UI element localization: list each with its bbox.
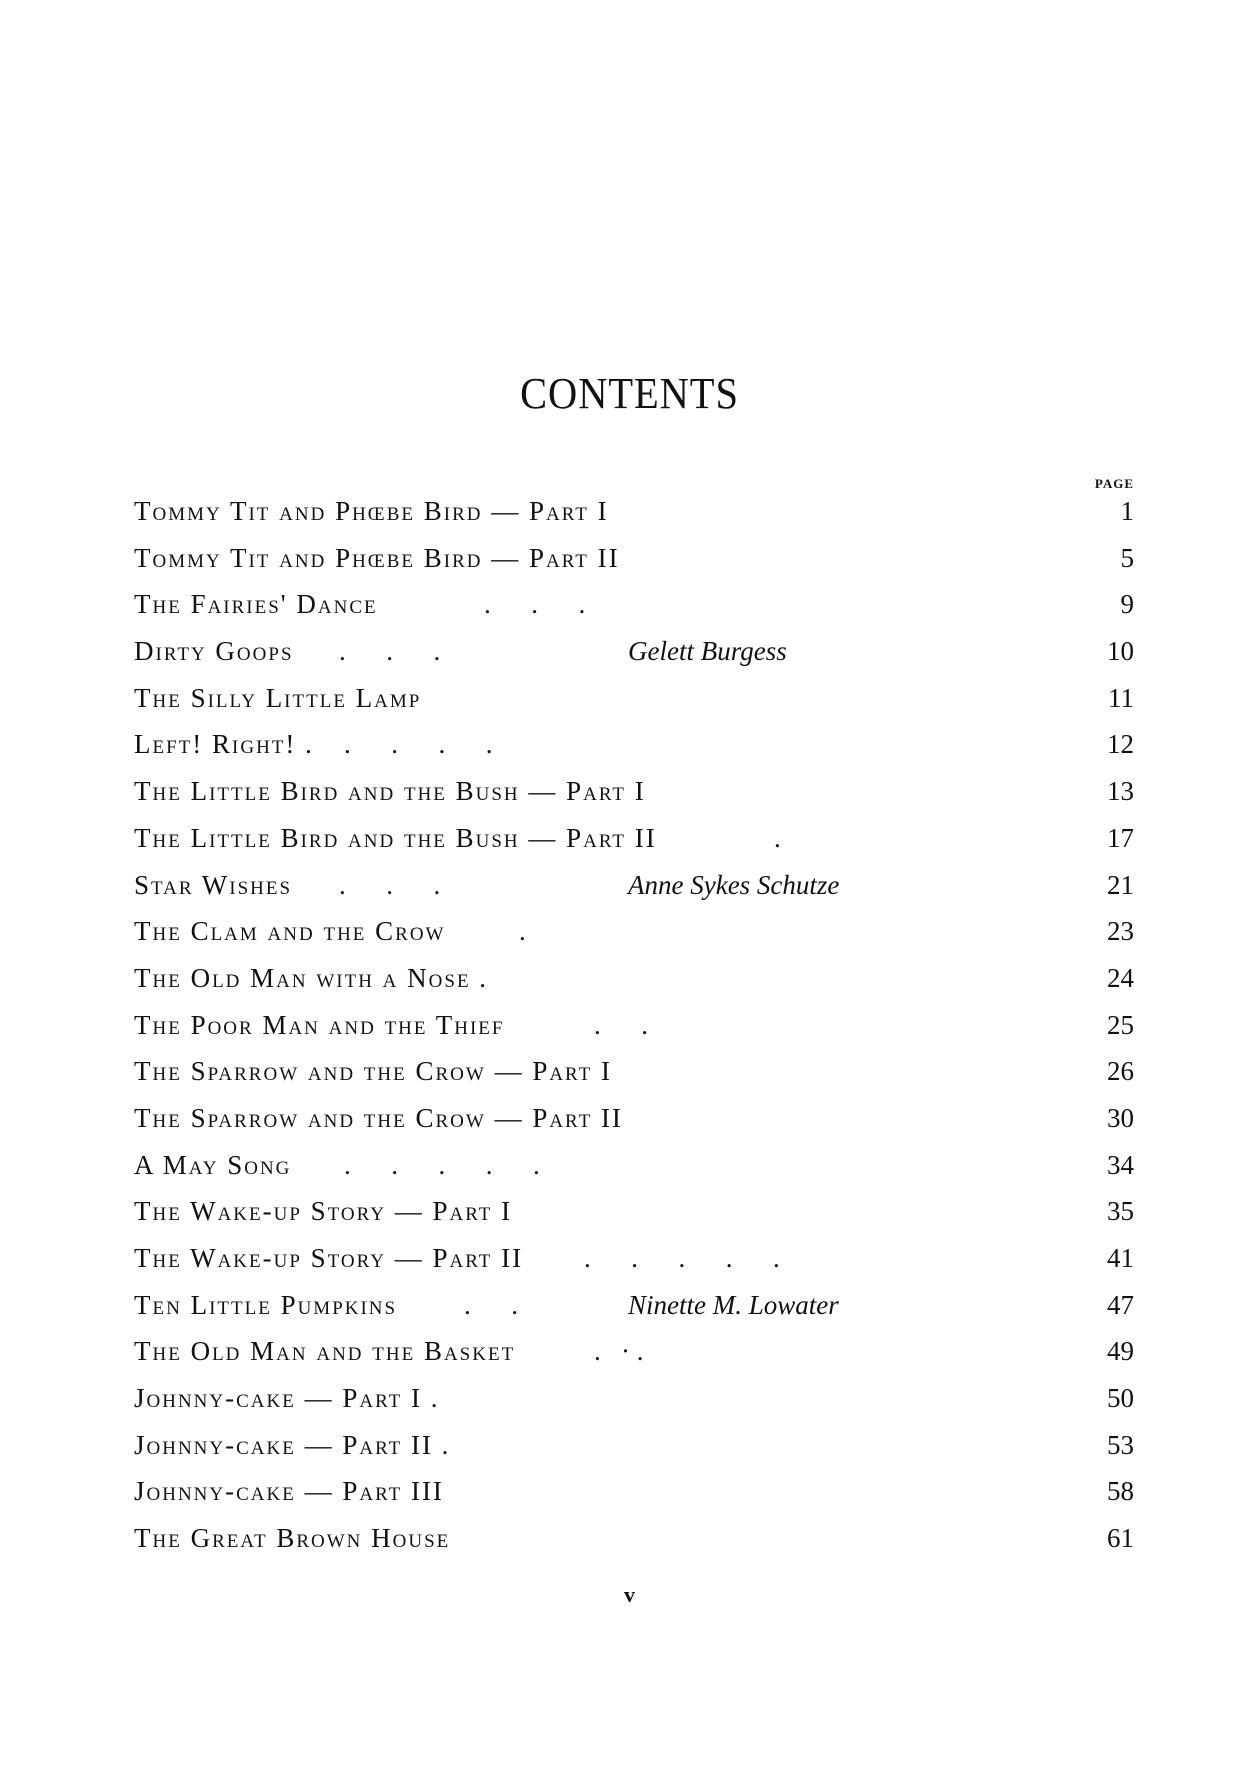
toc-entry (134, 628, 1134, 675)
toc-entry-page-number: 24 (1107, 962, 1134, 993)
toc-entry-title: The Great Brown House (134, 1523, 451, 1554)
toc-entry-leaders: . (774, 822, 781, 853)
toc-entry-title: The Wake-up Story — Part II (134, 1243, 524, 1273)
toc-entry-page-number: 35 (1107, 1196, 1134, 1227)
toc-entry-page-number: 53 (1107, 1429, 1134, 1460)
toc-entry-title: The Clam and the Crow (134, 916, 446, 947)
toc-entry-title: Tommy Tit and Phœbe Bird — Part I (134, 496, 609, 526)
toc-entry-title: Johnny-cake — Part I . (134, 1383, 440, 1414)
toc-entry-page-number: 21 (1107, 869, 1134, 900)
toc-entry-page-number: 30 (1107, 1102, 1134, 1133)
toc-entry-title: The Old Man and the Basket (134, 1336, 516, 1367)
page-folio: v (624, 1582, 635, 1607)
toc-entry-page-number: 41 (1107, 1243, 1134, 1273)
toc-entry-title: Johnny-cake — Part III (134, 1476, 444, 1507)
toc-entry-title: Left! Right! . (134, 729, 314, 760)
toc-entry (134, 1142, 1134, 1189)
toc-entry-page-number: 11 (1108, 682, 1134, 713)
toc-entry-title: Johnny-cake — Part II . (134, 1429, 451, 1460)
toc-entry-title: The Old Man with a Nose . (134, 962, 489, 993)
toc-entry (134, 955, 1134, 1002)
toc-entry-title: The Fairies' Dance (134, 589, 378, 620)
toc-entry (134, 1328, 1134, 1375)
toc-entry-leaders: . · . (594, 1336, 644, 1367)
toc-entry (134, 1468, 1134, 1515)
toc-entry-page-number: 49 (1107, 1336, 1134, 1367)
toc-entry-leaders: . . (594, 1009, 648, 1040)
toc-entry-author: Anne Sykes Schutze (628, 869, 840, 900)
toc-entry-title: Dirty Goops (134, 636, 294, 667)
toc-entry-page-number: 17 (1107, 822, 1134, 853)
toc-entry-title: The Poor Man and the Thief (134, 1009, 505, 1040)
toc-entry (134, 1188, 1134, 1235)
toc-entry-page-number: 58 (1107, 1476, 1134, 1507)
toc-entry-leaders: . . (464, 1289, 518, 1320)
toc-entry (134, 1282, 1134, 1329)
toc-entry-page-number: 12 (1107, 729, 1134, 760)
toc-entry-leaders: . (519, 916, 526, 947)
toc-entry (134, 581, 1134, 628)
toc-entry-leaders: . . . . (344, 729, 493, 760)
toc-entry-title: The Sparrow and the Crow — Part I (134, 1056, 612, 1087)
toc-entry (134, 815, 1134, 862)
toc-entry-page-number: 9 (1120, 589, 1134, 620)
toc-entry (134, 675, 1134, 722)
toc-entry-leaders: . . . . . (344, 1149, 540, 1180)
toc-entry-title: The Sparrow and the Crow — Part II (134, 1102, 623, 1133)
toc-entry-title: The Silly Little Lamp (134, 682, 422, 713)
toc-entry-page-number: 26 (1107, 1056, 1134, 1087)
toc-entry-title: The Little Bird and the Bush — Part I (134, 776, 646, 807)
toc-entry (134, 1515, 1134, 1562)
toc-entry-title: Ten Little Pumpkins (134, 1289, 398, 1320)
toc-entry (134, 721, 1134, 768)
toc-entry-page-number: 47 (1107, 1289, 1134, 1320)
toc-entry (134, 1002, 1134, 1049)
toc-entry (134, 535, 1134, 582)
toc-entry (134, 1375, 1134, 1422)
table-of-contents (134, 488, 1134, 1562)
toc-entry (134, 1422, 1134, 1469)
toc-entry-title: The Wake-up Story — Part I (134, 1196, 513, 1227)
toc-entry-page-number: 10 (1107, 636, 1134, 667)
toc-entry-page-number: 1 (1120, 496, 1134, 526)
contents-heading: CONTENTS (520, 369, 739, 418)
toc-entry (134, 1095, 1134, 1142)
toc-entry-page-number: 61 (1107, 1523, 1134, 1554)
toc-entry-title: A May Song (134, 1149, 292, 1180)
page-column-label: PAGE (1094, 476, 1134, 491)
toc-entry-leaders: . . . (339, 869, 441, 900)
toc-entry-page-number: 5 (1120, 542, 1134, 573)
toc-entry-page-number: 25 (1107, 1009, 1134, 1040)
toc-entry-leaders: . . . (484, 589, 586, 620)
toc-entry (134, 488, 1134, 535)
toc-entry-page-number: 23 (1107, 916, 1134, 947)
toc-entry-title: The Little Bird and the Bush — Part II (134, 822, 657, 853)
toc-entry-page-number: 13 (1107, 776, 1134, 807)
toc-entry (134, 1048, 1134, 1095)
toc-entry-leaders: . . . (339, 636, 441, 667)
toc-entry (134, 768, 1134, 815)
toc-entry-page-number: 34 (1107, 1149, 1134, 1180)
toc-entry-title: Tommy Tit and Phœbe Bird — Part II (134, 542, 620, 573)
toc-entry-leaders: . . . . . (584, 1243, 780, 1273)
toc-entry-author: Ninette M. Lowater (628, 1289, 839, 1320)
toc-entry-title: Star Wishes (134, 869, 293, 900)
toc-entry-author: Gelett Burgess (628, 636, 787, 667)
toc-entry (134, 1235, 1134, 1282)
toc-entry (134, 908, 1134, 955)
toc-entry (134, 862, 1134, 909)
toc-entry-page-number: 50 (1107, 1383, 1134, 1414)
